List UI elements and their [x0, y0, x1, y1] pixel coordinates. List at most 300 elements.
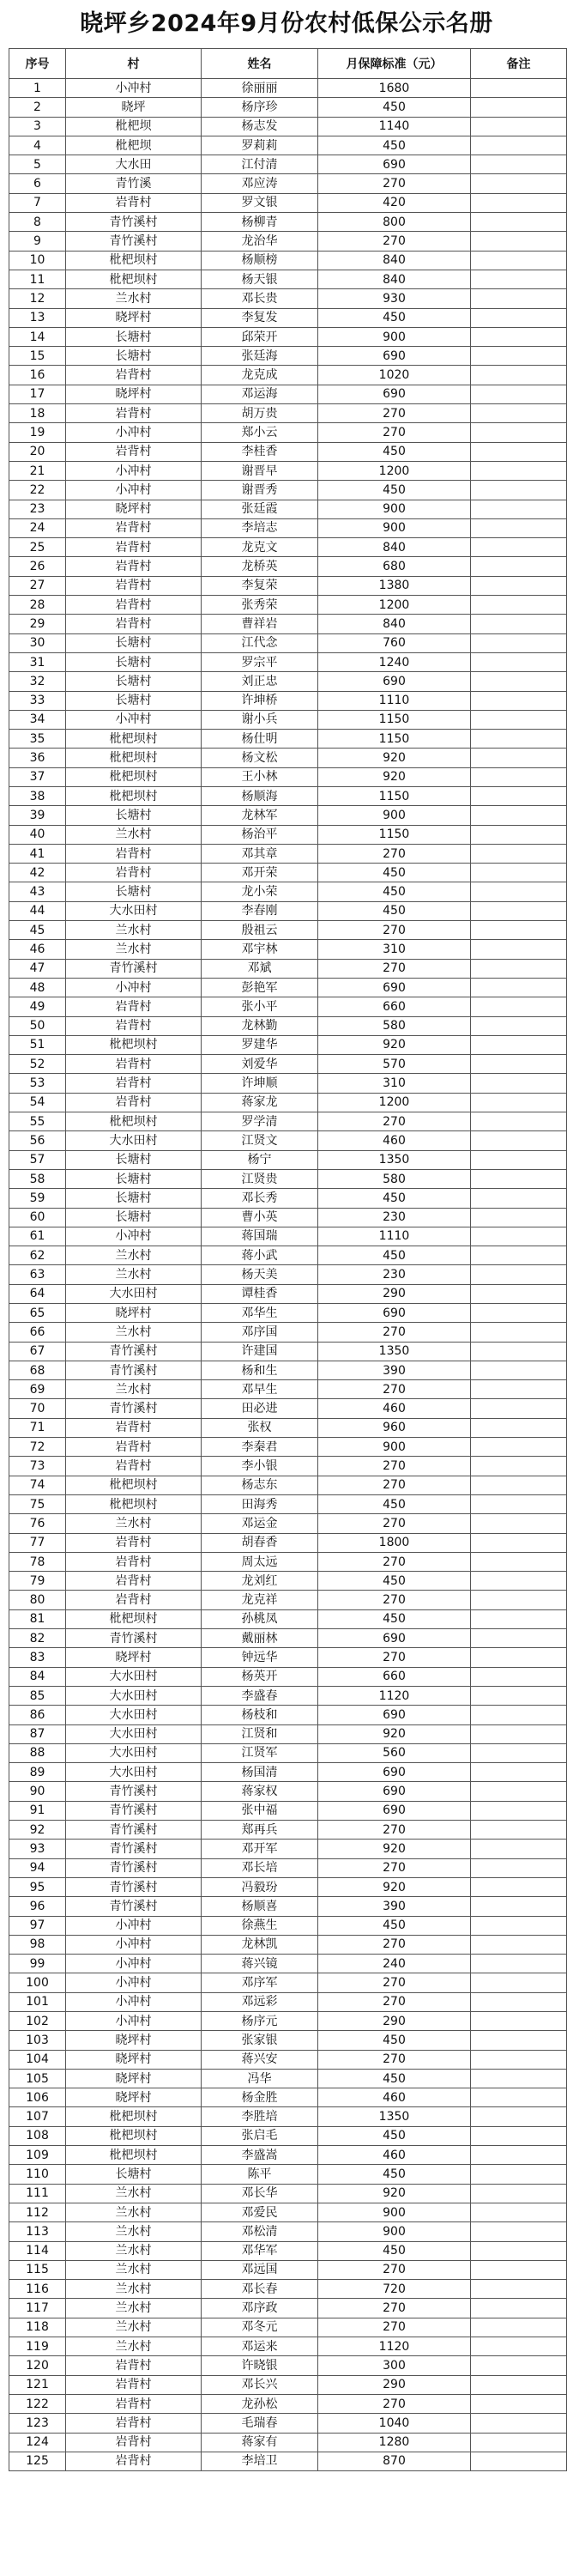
- table-row: [9, 2184, 567, 2203]
- cell-serial: 118: [9, 2318, 66, 2337]
- cell-monthly-standard: 300: [318, 2356, 471, 2375]
- cell-monthly-standard: 930: [318, 289, 471, 308]
- cell-monthly-standard: 270: [318, 1648, 471, 1667]
- cell-serial: 114: [9, 2241, 66, 2260]
- cell-serial: 111: [9, 2184, 66, 2203]
- cell-village: 兰水村: [66, 1323, 202, 1342]
- table-row: [9, 2011, 567, 2030]
- cell-serial: 104: [9, 2050, 66, 2069]
- table-row: [9, 98, 567, 117]
- cell-monthly-standard: 230: [318, 1208, 471, 1227]
- cell-village: 兰水村: [66, 2318, 202, 2337]
- cell-name: 邓运金: [202, 1514, 318, 1533]
- cell-name: 杨柳青: [202, 213, 318, 232]
- cell-village: 岩背村: [66, 1093, 202, 1112]
- cell-remarks: [471, 1093, 567, 1112]
- table-row: [9, 1877, 567, 1896]
- cell-serial: 56: [9, 1131, 66, 1150]
- table-row: [9, 1323, 567, 1342]
- cell-monthly-standard: 270: [318, 1514, 471, 1533]
- cell-village: 枇杷坝村: [66, 2126, 202, 2145]
- cell-serial: 61: [9, 1227, 66, 1246]
- cell-remarks: [471, 1246, 567, 1265]
- table-row: [9, 1055, 567, 1074]
- cell-serial: 60: [9, 1208, 66, 1227]
- cell-name: 张中福: [202, 1801, 318, 1820]
- cell-village: 青竹溪村: [66, 1821, 202, 1840]
- table-row: [9, 1265, 567, 1284]
- cell-monthly-standard: 840: [318, 251, 471, 270]
- cell-remarks: [471, 557, 567, 576]
- cell-remarks: [471, 423, 567, 442]
- cell-village: 岩背村: [66, 1591, 202, 1609]
- cell-monthly-standard: 290: [318, 2011, 471, 2030]
- table-row: [9, 423, 567, 442]
- cell-monthly-standard: 690: [318, 1763, 471, 1782]
- cell-remarks: [471, 2069, 567, 2088]
- cell-village: 岩背村: [66, 1438, 202, 1457]
- cell-monthly-standard: 690: [318, 1304, 471, 1323]
- cell-village: 岩背村: [66, 1457, 202, 1476]
- page-title: 晓坪乡2024年9月份农村低保公示名册: [80, 10, 493, 37]
- table-row: [9, 1169, 567, 1188]
- cell-serial: 47: [9, 959, 66, 978]
- cell-serial: 46: [9, 940, 66, 959]
- cell-remarks: [471, 1399, 567, 1418]
- cell-name: 李桂香: [202, 442, 318, 461]
- cell-serial: 125: [9, 2452, 66, 2470]
- cell-serial: 83: [9, 1648, 66, 1667]
- cell-serial: 72: [9, 1438, 66, 1457]
- table-row: [9, 538, 567, 557]
- table-row: [9, 1016, 567, 1035]
- cell-remarks: [471, 2222, 567, 2241]
- cell-name: 罗宗平: [202, 652, 318, 671]
- cell-remarks: [471, 1724, 567, 1743]
- cell-remarks: [471, 1112, 567, 1131]
- cell-remarks: [471, 1763, 567, 1782]
- cell-remarks: [471, 1169, 567, 1188]
- cell-serial: 96: [9, 1897, 66, 1916]
- table-row: [9, 347, 567, 366]
- cell-name: 李培卫: [202, 2452, 318, 2470]
- table-row: [9, 1973, 567, 1992]
- cell-name: 邓斌: [202, 959, 318, 978]
- cell-name: 杨顺海: [202, 786, 318, 805]
- table-row: [9, 481, 567, 500]
- cell-name: 邓序国: [202, 1323, 318, 1342]
- cell-village: 大水田村: [66, 1284, 202, 1303]
- table-row: [9, 461, 567, 480]
- table-row: [9, 1801, 567, 1820]
- table-row: [9, 633, 567, 652]
- cell-monthly-standard: 270: [318, 921, 471, 940]
- table-row: [9, 2146, 567, 2165]
- cell-remarks: [471, 2433, 567, 2452]
- cell-monthly-standard: 1120: [318, 2337, 471, 2356]
- cell-serial: 55: [9, 1112, 66, 1131]
- cell-village: 青竹溪村: [66, 1877, 202, 1896]
- cell-remarks: [471, 730, 567, 749]
- cell-monthly-standard: 460: [318, 1399, 471, 1418]
- cell-serial: 98: [9, 1935, 66, 1954]
- table-row: [9, 2414, 567, 2433]
- cell-village: 青竹溪村: [66, 1361, 202, 1379]
- cell-village: 大水田村: [66, 1743, 202, 1762]
- table-row: [9, 79, 567, 98]
- cell-village: 岩背村: [66, 596, 202, 615]
- cell-serial: 77: [9, 1533, 66, 1552]
- cell-serial: 85: [9, 1686, 66, 1705]
- cell-remarks: [471, 1284, 567, 1303]
- cell-village: 枇杷坝村: [66, 2146, 202, 2165]
- cell-village: 岩背村: [66, 404, 202, 423]
- cell-remarks: [471, 1743, 567, 1762]
- cell-remarks: [471, 1552, 567, 1571]
- cell-serial: 36: [9, 749, 66, 767]
- cell-monthly-standard: 270: [318, 1591, 471, 1609]
- cell-monthly-standard: 560: [318, 1743, 471, 1762]
- cell-serial: 66: [9, 1323, 66, 1342]
- cell-serial: 92: [9, 1821, 66, 1840]
- cell-village: 枇杷坝村: [66, 786, 202, 805]
- cell-monthly-standard: 420: [318, 193, 471, 212]
- cell-remarks: [471, 1016, 567, 1035]
- cell-village: 枇杷坝村: [66, 1476, 202, 1494]
- table-row: [9, 1418, 567, 1437]
- table-row: [9, 2356, 567, 2375]
- cell-monthly-standard: 920: [318, 1035, 471, 1054]
- table-row: [9, 1494, 567, 1513]
- cell-name: 谢晋早: [202, 461, 318, 480]
- cell-name: 蒋国瑞: [202, 1227, 318, 1246]
- table-row: [9, 1955, 567, 1973]
- cell-remarks: [471, 404, 567, 423]
- cell-name: 戴丽林: [202, 1629, 318, 1648]
- cell-monthly-standard: 240: [318, 1955, 471, 1973]
- table-row: [9, 1361, 567, 1379]
- cell-name: 邓应涛: [202, 174, 318, 193]
- header-remarks: 备注: [471, 49, 567, 79]
- cell-name: 罗建华: [202, 1035, 318, 1054]
- table-row: [9, 2031, 567, 2050]
- table-row: [9, 691, 567, 710]
- cell-village: 小冲村: [66, 1227, 202, 1246]
- cell-monthly-standard: 690: [318, 1801, 471, 1820]
- cell-remarks: [471, 2241, 567, 2260]
- cell-name: 李胜培: [202, 2107, 318, 2126]
- cell-serial: 97: [9, 1916, 66, 1935]
- cell-serial: 19: [9, 423, 66, 442]
- cell-name: 郑小云: [202, 423, 318, 442]
- cell-serial: 54: [9, 1093, 66, 1112]
- cell-remarks: [471, 1706, 567, 1724]
- cell-remarks: [471, 1342, 567, 1361]
- cell-serial: 45: [9, 921, 66, 940]
- table-row: [9, 825, 567, 844]
- cell-name: 刘爱华: [202, 1055, 318, 1074]
- cell-monthly-standard: 450: [318, 2031, 471, 2050]
- cell-monthly-standard: 920: [318, 767, 471, 786]
- cell-serial: 8: [9, 213, 66, 232]
- cell-serial: 41: [9, 844, 66, 863]
- table-row: [9, 1304, 567, 1323]
- cell-remarks: [471, 1782, 567, 1801]
- cell-village: 兰水村: [66, 1265, 202, 1284]
- cell-village: 长塘村: [66, 633, 202, 652]
- cell-remarks: [471, 270, 567, 288]
- cell-village: 枇杷坝村: [66, 251, 202, 270]
- cell-remarks: [471, 1572, 567, 1591]
- cell-serial: 58: [9, 1169, 66, 1188]
- cell-remarks: [471, 481, 567, 500]
- cell-monthly-standard: 900: [318, 2222, 471, 2241]
- cell-serial: 69: [9, 1380, 66, 1399]
- cell-serial: 11: [9, 270, 66, 288]
- cell-remarks: [471, 385, 567, 403]
- cell-remarks: [471, 2165, 567, 2184]
- cell-village: 小冲村: [66, 1955, 202, 1973]
- cell-remarks: [471, 1035, 567, 1054]
- cell-monthly-standard: 270: [318, 1821, 471, 1840]
- table-row: [9, 1457, 567, 1476]
- cell-monthly-standard: 270: [318, 1323, 471, 1342]
- cell-village: 兰水村: [66, 1514, 202, 1533]
- cell-serial: 107: [9, 2107, 66, 2126]
- cell-village: 岩背村: [66, 557, 202, 576]
- cell-name: 田海秀: [202, 1494, 318, 1513]
- cell-remarks: [471, 1438, 567, 1457]
- cell-monthly-standard: 450: [318, 2069, 471, 2088]
- table-row: [9, 1706, 567, 1724]
- cell-remarks: [471, 940, 567, 959]
- cell-monthly-standard: 1240: [318, 652, 471, 671]
- cell-village: 兰水村: [66, 2222, 202, 2241]
- cell-name: 张启毛: [202, 2126, 318, 2145]
- cell-serial: 121: [9, 2375, 66, 2394]
- cell-name: 邱荣开: [202, 327, 318, 346]
- cell-name: 杨治平: [202, 825, 318, 844]
- cell-monthly-standard: 450: [318, 98, 471, 117]
- cell-monthly-standard: 1380: [318, 576, 471, 595]
- table-row: [9, 327, 567, 346]
- table-row: [9, 1992, 567, 2011]
- cell-monthly-standard: 900: [318, 806, 471, 825]
- cell-serial: 29: [9, 615, 66, 633]
- cell-serial: 25: [9, 538, 66, 557]
- cell-name: 龙克成: [202, 366, 318, 385]
- cell-serial: 34: [9, 710, 66, 729]
- cell-name: 江贤文: [202, 1131, 318, 1150]
- cell-name: 李春刚: [202, 901, 318, 920]
- cell-monthly-standard: 290: [318, 1284, 471, 1303]
- cell-serial: 49: [9, 997, 66, 1016]
- cell-monthly-standard: 660: [318, 1667, 471, 1686]
- cell-remarks: [471, 1457, 567, 1476]
- header-monthly-standard: 月保障标准（元）: [318, 49, 471, 79]
- cell-remarks: [471, 518, 567, 537]
- cell-serial: 94: [9, 1858, 66, 1877]
- cell-remarks: [471, 1380, 567, 1399]
- cell-name: 邓序军: [202, 1973, 318, 1992]
- cell-village: 长塘村: [66, 327, 202, 346]
- cell-village: 岩背村: [66, 442, 202, 461]
- cell-village: 长塘村: [66, 806, 202, 825]
- cell-village: 枇杷坝村: [66, 1494, 202, 1513]
- table-row: [9, 289, 567, 308]
- cell-village: 兰水村: [66, 2280, 202, 2299]
- cell-serial: 16: [9, 366, 66, 385]
- table-row: [9, 232, 567, 251]
- table-row: [9, 193, 567, 212]
- cell-village: 兰水村: [66, 1380, 202, 1399]
- cell-village: 大水田: [66, 155, 202, 174]
- cell-name: 龙治华: [202, 232, 318, 251]
- cell-village: 大水田村: [66, 1706, 202, 1724]
- cell-remarks: [471, 2414, 567, 2433]
- cell-name: 蒋家权: [202, 1782, 318, 1801]
- cell-serial: 76: [9, 1514, 66, 1533]
- table-row: [9, 2088, 567, 2107]
- cell-village: 枇杷坝村: [66, 270, 202, 288]
- table-row: [9, 2222, 567, 2241]
- cell-serial: 108: [9, 2126, 66, 2145]
- cell-village: 晓坪村: [66, 2088, 202, 2107]
- table-row: [9, 2165, 567, 2184]
- cell-village: 岩背村: [66, 864, 202, 882]
- cell-village: 晓坪村: [66, 1304, 202, 1323]
- cell-monthly-standard: 760: [318, 633, 471, 652]
- table-row: [9, 1093, 567, 1112]
- cell-remarks: [471, 98, 567, 117]
- cell-monthly-standard: 660: [318, 997, 471, 1016]
- cell-name: 龙克祥: [202, 1591, 318, 1609]
- table-row: [9, 2452, 567, 2470]
- cell-monthly-standard: 1350: [318, 1342, 471, 1361]
- table-row: [9, 174, 567, 193]
- cell-name: 冯华: [202, 2069, 318, 2088]
- cell-village: 青竹溪村: [66, 1840, 202, 1858]
- cell-village: 长塘村: [66, 652, 202, 671]
- cell-serial: 18: [9, 404, 66, 423]
- table-row: [9, 652, 567, 671]
- cell-serial: 5: [9, 155, 66, 174]
- cell-village: 岩背村: [66, 1055, 202, 1074]
- cell-remarks: [471, 2203, 567, 2221]
- cell-remarks: [471, 1609, 567, 1628]
- cell-monthly-standard: 690: [318, 978, 471, 997]
- table-row: [9, 213, 567, 232]
- cell-village: 岩背村: [66, 997, 202, 1016]
- cell-remarks: [471, 2280, 567, 2299]
- cell-serial: 65: [9, 1304, 66, 1323]
- cell-serial: 4: [9, 136, 66, 155]
- table-row: [9, 308, 567, 327]
- table-row: [9, 1763, 567, 1782]
- table-row: [9, 615, 567, 633]
- cell-name: 邓长春: [202, 2280, 318, 2299]
- table-row: [9, 2337, 567, 2356]
- cell-name: 蒋家有: [202, 2433, 318, 2452]
- cell-serial: 32: [9, 672, 66, 691]
- cell-village: 岩背村: [66, 2414, 202, 2433]
- cell-remarks: [471, 155, 567, 174]
- cell-monthly-standard: 720: [318, 2280, 471, 2299]
- cell-monthly-standard: 270: [318, 844, 471, 863]
- cell-name: 张家银: [202, 2031, 318, 2050]
- cell-village: 青竹溪村: [66, 1782, 202, 1801]
- table-row: [9, 806, 567, 825]
- cell-serial: 81: [9, 1609, 66, 1628]
- cell-remarks: [471, 1265, 567, 1284]
- cell-serial: 15: [9, 347, 66, 366]
- cell-village: 枇杷坝: [66, 136, 202, 155]
- cell-name: 邓远国: [202, 2260, 318, 2279]
- cell-monthly-standard: 580: [318, 1169, 471, 1188]
- cell-name: 刘正忠: [202, 672, 318, 691]
- cell-name: 郑再兵: [202, 1821, 318, 1840]
- cell-remarks: [471, 2107, 567, 2126]
- cell-monthly-standard: 270: [318, 2394, 471, 2413]
- cell-monthly-standard: 270: [318, 232, 471, 251]
- table-row: [9, 767, 567, 786]
- cell-monthly-standard: 1200: [318, 461, 471, 480]
- table-row: [9, 1821, 567, 1840]
- cell-monthly-standard: 390: [318, 1897, 471, 1916]
- table-row: [9, 1724, 567, 1743]
- cell-village: 岩背村: [66, 518, 202, 537]
- cell-village: 小冲村: [66, 461, 202, 480]
- cell-serial: 7: [9, 193, 66, 212]
- cell-name: 龙桥英: [202, 557, 318, 576]
- cell-name: 张廷霞: [202, 500, 318, 518]
- cell-serial: 26: [9, 557, 66, 576]
- cell-monthly-standard: 1680: [318, 79, 471, 98]
- cell-name: 李复荣: [202, 576, 318, 595]
- cell-serial: 64: [9, 1284, 66, 1303]
- cell-name: 彭艳军: [202, 978, 318, 997]
- table-row: [9, 500, 567, 518]
- cell-name: 龙孙松: [202, 2394, 318, 2413]
- cell-name: 邓爱民: [202, 2203, 318, 2221]
- cell-remarks: [471, 193, 567, 212]
- cell-village: 岩背村: [66, 2394, 202, 2413]
- cell-monthly-standard: 450: [318, 2165, 471, 2184]
- cell-village: 岩背村: [66, 538, 202, 557]
- cell-serial: 95: [9, 1877, 66, 1896]
- cell-name: 许晓银: [202, 2356, 318, 2375]
- cell-monthly-standard: 690: [318, 672, 471, 691]
- cell-monthly-standard: 270: [318, 2318, 471, 2337]
- cell-serial: 120: [9, 2356, 66, 2375]
- table-row: [9, 2299, 567, 2318]
- cell-remarks: [471, 1323, 567, 1342]
- cell-name: 谢小兵: [202, 710, 318, 729]
- cell-serial: 40: [9, 825, 66, 844]
- cell-village: 长塘村: [66, 2165, 202, 2184]
- cell-remarks: [471, 1858, 567, 1877]
- table-row: [9, 2241, 567, 2260]
- cell-remarks: [471, 978, 567, 997]
- table-row: [9, 2394, 567, 2413]
- cell-monthly-standard: 1150: [318, 786, 471, 805]
- cell-name: 邓序政: [202, 2299, 318, 2318]
- cell-name: 蒋兴安: [202, 2050, 318, 2069]
- table-row: [9, 1131, 567, 1150]
- table-row: [9, 1782, 567, 1801]
- table-row: [9, 1399, 567, 1418]
- cell-name: 杨序珍: [202, 98, 318, 117]
